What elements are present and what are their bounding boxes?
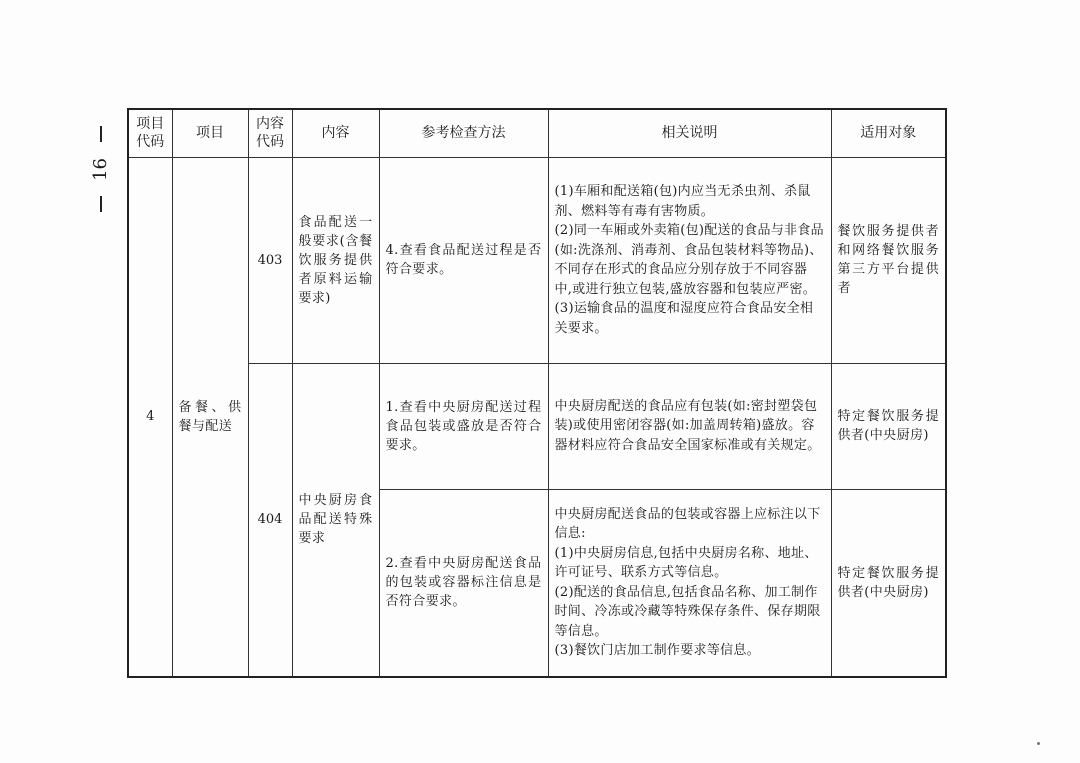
method-cell: 2.查看中央厨房配送食品的包装或容器标注信息是否符合要求。 [379,489,548,677]
item-name-cell: 备餐、供餐与配送 [172,157,248,677]
explanation-line: (1)中央厨房信息,包括中央厨房名称、地址、许可证号、联系方式等信息。 [554,545,818,581]
header-method: 参考检查方法 [379,109,548,157]
explanation-line: 中央厨房配送食品的包装或容器上应标注以下信息: [554,506,821,542]
content-cell: 中央厨房食品配送特殊要求 [292,363,379,677]
header-row [128,109,946,157]
item-code-cell: 4 [128,157,172,677]
applicable-cell: 餐饮服务提供者和网络餐饮服务第三方平台提供者 [831,157,946,363]
page-number [84,126,118,212]
content-code-cell: 403 [248,157,292,363]
inspection-table [127,108,947,678]
explanation-cell [548,363,831,489]
explanation-line: (3)运输食品的温度和湿度应符合食品安全相关要求。 [554,301,814,336]
header-item: 项目 [172,109,248,157]
content-code-cell: 404 [248,363,292,677]
applicable-cell: 特定餐饮服务提供者(中央厨房) [831,489,946,677]
header-item-code: 项目代码 [128,109,172,157]
page-number-dash-bottom [100,196,102,212]
explanation-cell [548,157,831,363]
explanation-line: (2)同一车厢或外卖箱(包)配送的食品与非食品(如:洗涤剂、消毒剂、食品包装材料等物品)、不同存在形式的食品应分别存放于不同容器中,或进行独立包装,盛放容器和包装应严密。 [554,223,824,297]
header-applicable: 适用对象 [831,109,946,157]
header-explanation: 相关说明 [548,109,831,157]
header-content-code: 内容代码 [248,109,292,157]
header-content: 内容 [292,109,379,157]
table-row [128,157,946,363]
applicable-cell: 特定餐饮服务提供者(中央厨房) [831,363,946,489]
method-cell: 1.查看中央厨房配送过程食品包装或盛放是否符合要求。 [379,363,548,489]
scan-speck [1037,742,1040,745]
explanation-line: 中央厨房配送的食品应有包装(如:密封塑袋包装)或使用密闭容器(如:加盖周转箱)盛放。容器材料应符合食品安全国家标准或有关规定。 [554,398,821,453]
method-cell: 4.查看食品配送过程是否符合要求。 [379,157,548,363]
content-cell: 食品配送一般要求(含餐饮服务提供者原料运输要求) [292,157,379,363]
table-row [128,363,946,489]
explanation-line: (1)车厢和配送箱(包)内应当无杀虫剂、杀鼠剂、燃料等有毒有害物质。 [554,184,811,219]
explanation-cell [548,489,831,677]
explanation-line: (3)餐饮门店加工制作要求等信息。 [554,643,761,659]
page-number-dash-top [100,126,102,142]
page-number-text: 16 [90,157,111,181]
explanation-line: (2)配送的食品信息,包括食品名称、加工制作时间、冷冻或冷藏等特殊保存条件、保存期限等信息。 [554,584,821,639]
